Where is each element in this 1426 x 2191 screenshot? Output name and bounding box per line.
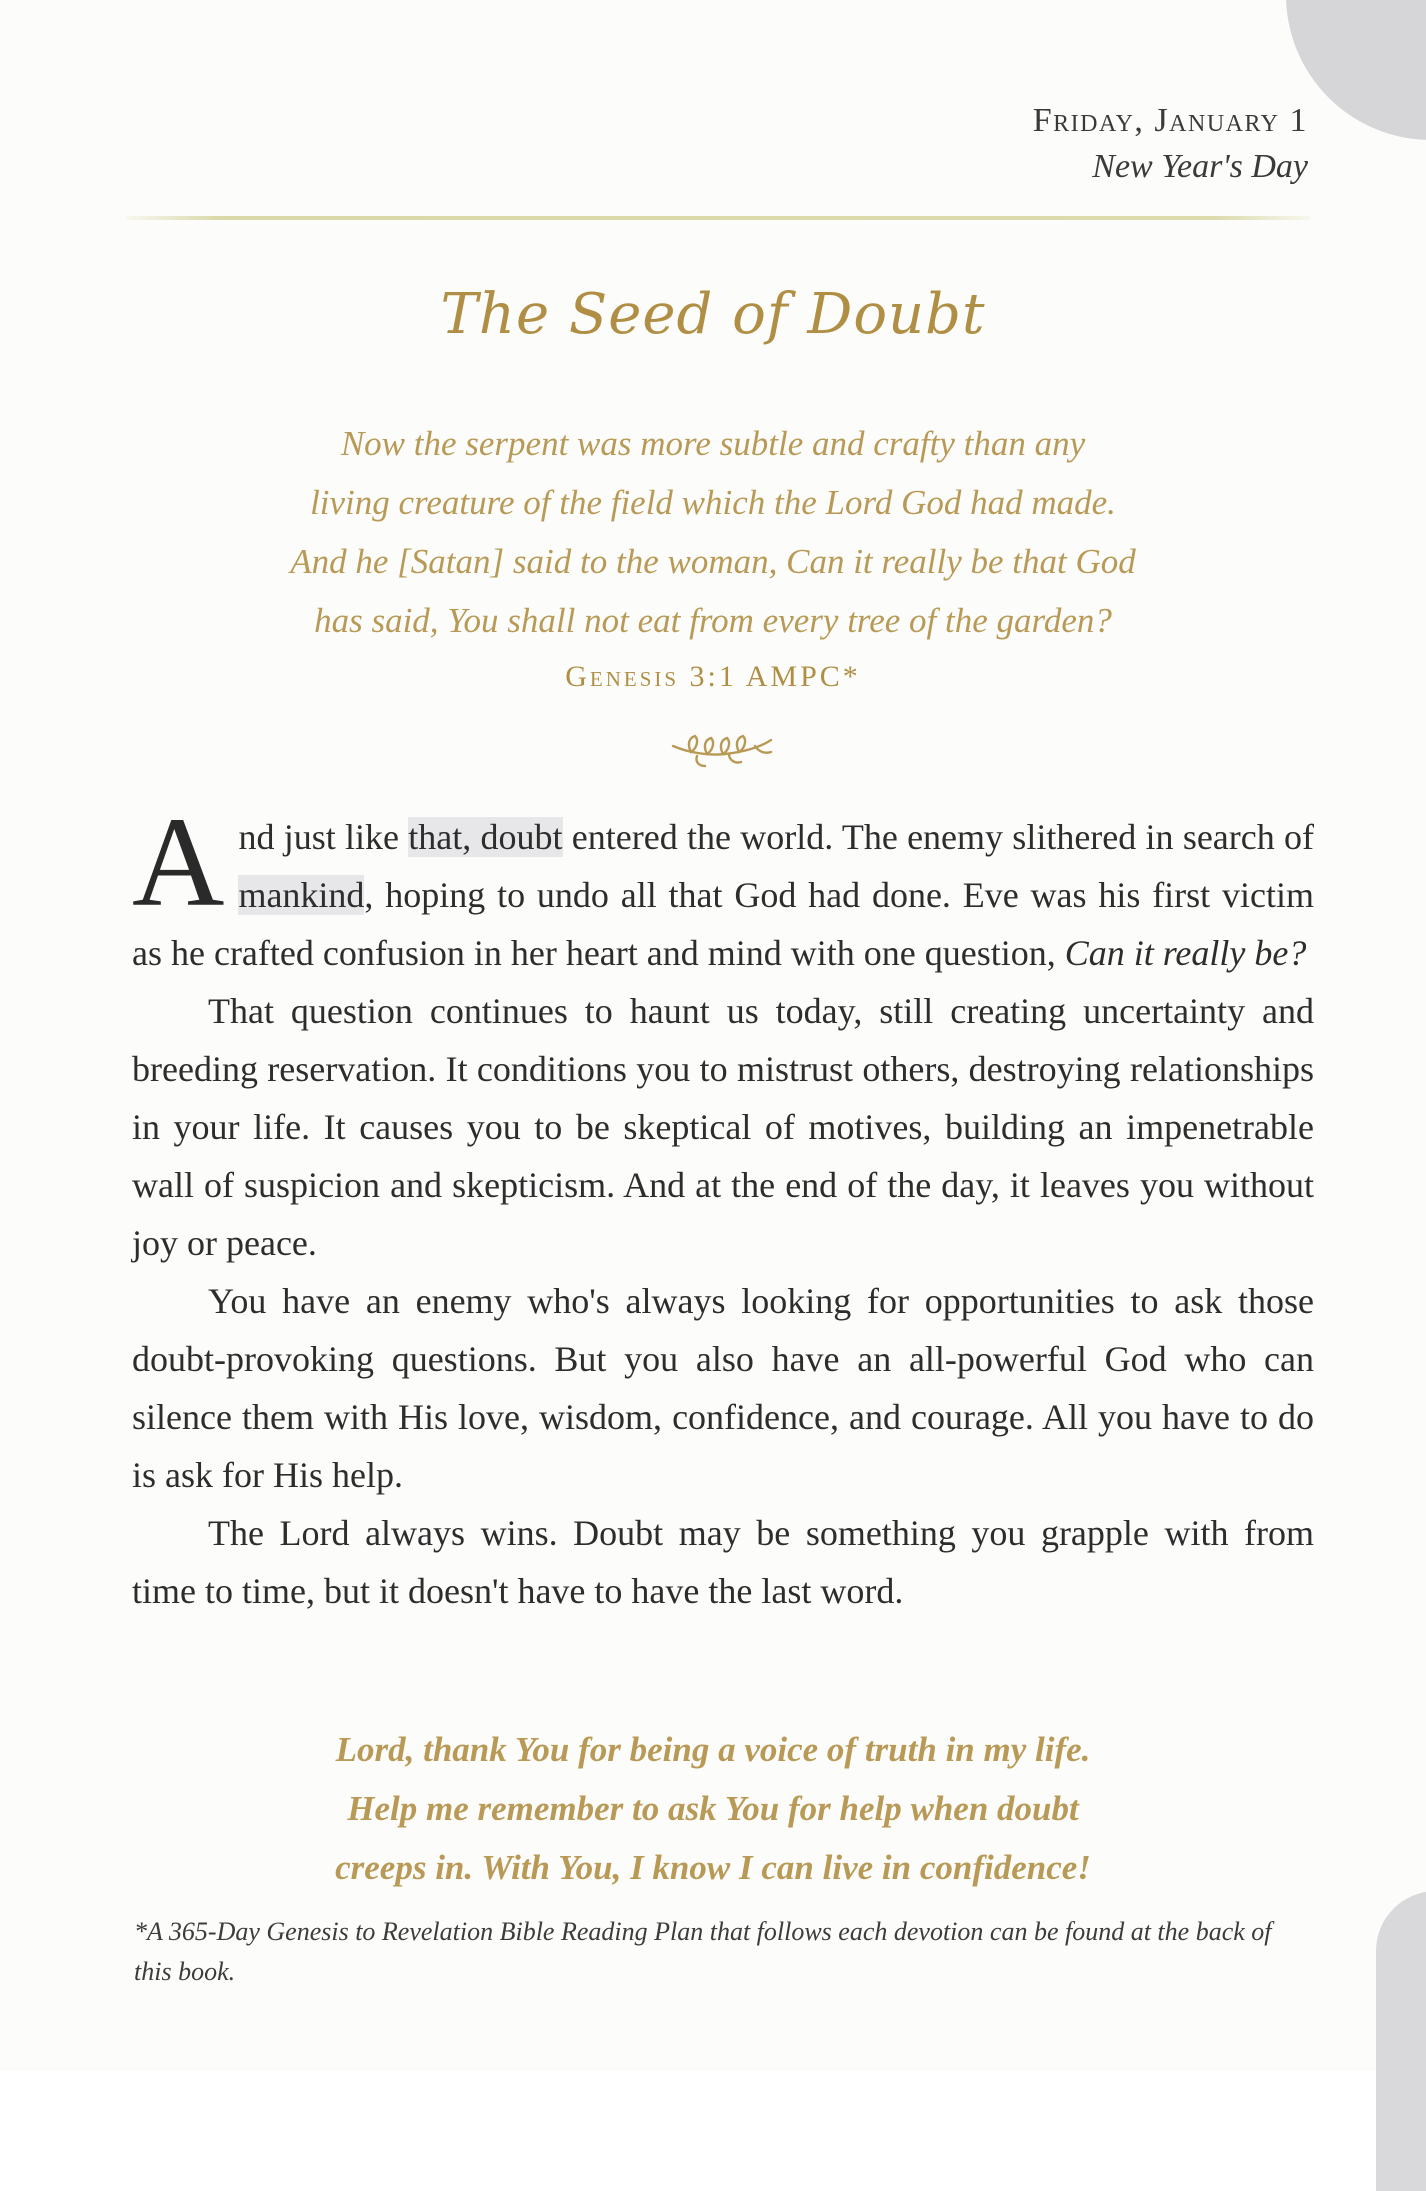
page-edge-shadow — [1376, 1891, 1426, 2191]
drop-cap: A — [132, 791, 225, 933]
highlighted-text: mankind — [238, 875, 365, 915]
leaf-sprig-icon — [667, 732, 777, 770]
scripture-line: has said, You shall not eat from every tree of the garden? — [314, 601, 1112, 640]
body-paragraph-4: The Lord always wins. Doubt may be something you grapple with from time to time, but it doesn't have to have the last word. — [132, 1513, 1314, 1611]
devotion-title: The Seed of Doubt — [440, 282, 986, 347]
highlighted-text: that, doubt — [408, 817, 563, 857]
italic-question: Can it really be? — [1064, 933, 1307, 973]
closing-prayer — [180, 1720, 1246, 1897]
scripture-line: And he [Satan] said to the woman, Can it really be that God — [290, 542, 1136, 581]
body-paragraph-1 — [132, 791, 1315, 982]
body-paragraph-3: You have an enemy who's always looking for opportunities to ask those doubt-provoking questions. But you also have an all-powerful God who can silence them with His love, wisdom, confidence, and courage. All you have to do is ask for His help. — [132, 1281, 1314, 1495]
body-paragraph-2: That question continues to haunt us today, still creating uncertainty and breeding reservation. It conditions you to mistrust others, destroying relationships in your life. It causes you to be skeptical of motives, building an impenetrable wall of suspicion and skepticism. And at the end of the day, it leaves you without joy or peace. — [132, 991, 1314, 1263]
header-divider — [126, 216, 1311, 220]
prayer-line: Lord, thank You for being a voice of truth in my life. — [335, 1730, 1091, 1769]
prayer-line: Help me remember to ask You for help when doubt — [347, 1789, 1079, 1828]
date-day: Friday, January 1 — [1032, 102, 1308, 139]
body-text-span: , hoping to undo all that God had done. Eve was his first victim as he crafted confusion in her heart and mind with one question, — [132, 875, 1314, 973]
scripture-reference: Genesis 3:1 AMPC* — [565, 660, 861, 693]
body-text-span: entered the world. The enemy slithered in search of — [562, 817, 1315, 857]
scripture-line: living creature of the field which the Lord God had made. — [310, 483, 1116, 522]
date-holiday: New Year's Day — [1092, 148, 1308, 185]
date-header — [1033, 98, 1308, 190]
prayer-line: creeps in. With You, I know I can live in confidence! — [335, 1848, 1091, 1887]
devotion-body — [132, 791, 1315, 1620]
scripture-line: Now the serpent was more subtle and crafty than any — [340, 424, 1086, 463]
footnote: *A 365-Day Genesis to Revelation Bible Reading Plan that follows each devotion can be found at the back of this book. — [134, 1917, 1272, 1986]
body-text-span: nd just like — [238, 817, 409, 857]
scripture-quote — [160, 414, 1266, 650]
